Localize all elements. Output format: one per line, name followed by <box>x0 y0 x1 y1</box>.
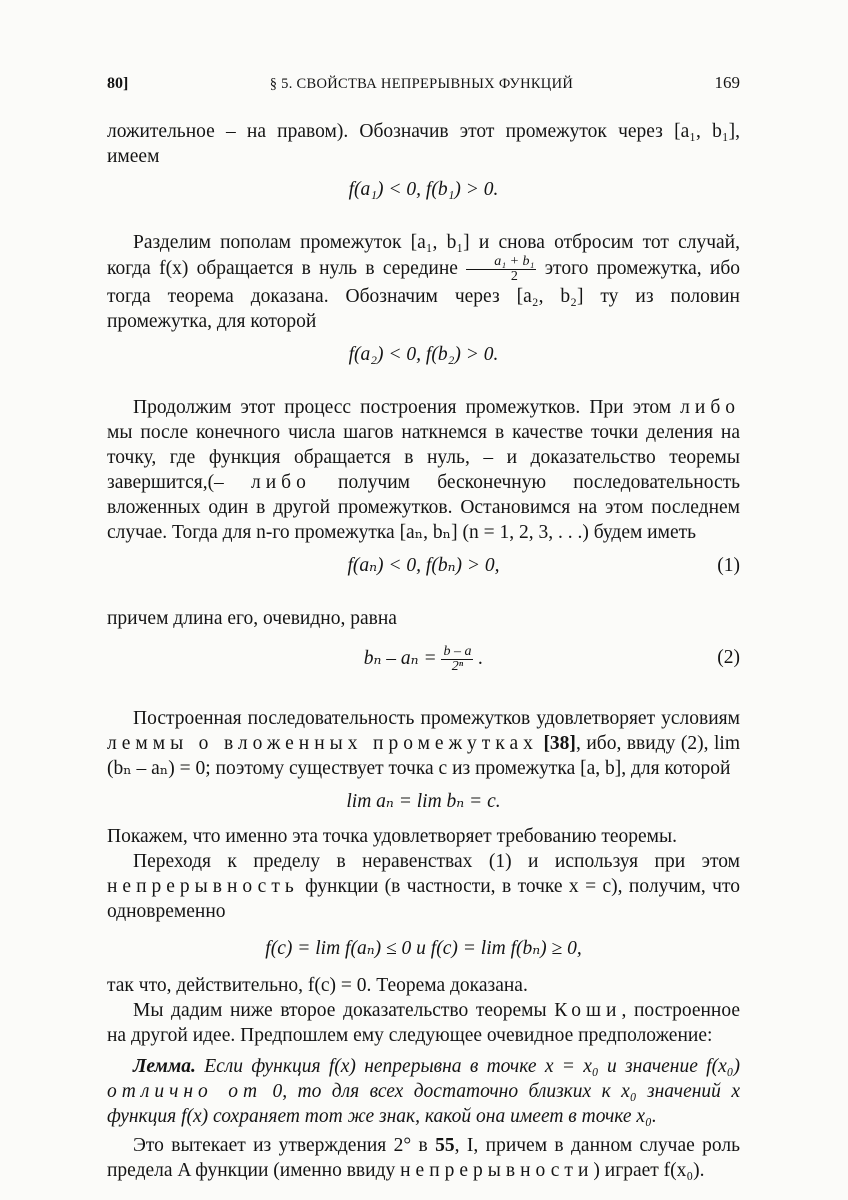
p9-spaced: Коши <box>554 1000 622 1021</box>
header-title: § 5. СВОЙСТВА НЕПРЕРЫВНЫХ ФУНКЦИЙ <box>269 76 574 92</box>
formula-3-body: f(aₙ) < 0, f(bₙ) > 0, <box>347 555 500 576</box>
p10-text-c: ) играет f(x₀). <box>593 1160 705 1181</box>
equation-number-1: (1) <box>717 555 740 576</box>
p3-spaced-2: либо <box>251 472 311 493</box>
p7-text-a: Переходя к пределу в неравенствах (1) и используя при этом <box>133 851 740 872</box>
page <box>107 70 740 1183</box>
formula-6: f(c) = lim f(aₙ) ≤ 0 и f(c) = lim f(bₙ) ≥ 0, <box>265 938 582 959</box>
fraction-numerator: a₁ + b₁ <box>466 255 536 270</box>
paragraph-5 <box>107 706 740 781</box>
paragraph-4: причем длина его, очевидно, равна <box>107 608 397 629</box>
length-fraction <box>441 645 473 674</box>
p10-reference: 55 <box>435 1135 455 1156</box>
p5-reference: [38] <box>543 733 576 754</box>
p5-text-b: , ибо, ввиду (2), lim (bₙ – aₙ) = 0; поэтому существует точка c из промежутка [a, b], для которой <box>107 733 741 779</box>
paragraph-7 <box>107 849 740 924</box>
p7-text-b: функции (в частности, в точке x = c), получим, что одновременно <box>107 876 740 922</box>
lemma-text-a: Если функция f(x) непрерывна в точке x = x₀ и значение f(x₀) <box>204 1056 740 1077</box>
p9-text-b: , построенное на другой идее. Предпошлем ему следующее очевидное предположение: <box>107 1000 740 1046</box>
paragraph-1: ложительное – на правом). Обозначив этот промежуток через [a₁, b₁], имеем <box>107 121 740 167</box>
p9-text-a: Мы дадим ниже второе доказательство теоремы <box>133 1000 547 1021</box>
paragraph-2 <box>107 230 740 334</box>
formula-2: f(a₂) < 0, f(b₂) > 0. <box>348 344 499 365</box>
fraction-denominator: 2 <box>510 269 518 284</box>
p7-spaced: непрерывность <box>107 876 299 897</box>
length-numerator: b – a <box>443 644 472 659</box>
midpoint-fraction <box>466 255 536 284</box>
p5-spaced: леммы о вложенных промежутках <box>107 733 538 754</box>
p5-text-a: Построенная последовательность промежутков удовлетворяет условиям <box>133 708 740 729</box>
section-number: 80] <box>107 75 129 92</box>
paragraph-3 <box>107 395 740 545</box>
paragraph-10 <box>107 1133 740 1183</box>
running-header <box>107 70 740 97</box>
p10-text-b: , I, причем в данном случае роль предела A функции (именно ввиду <box>107 1135 741 1181</box>
p3-text-c: получим бесконечную последовательность вложенных один в другой промежутков. Остановимся на этом последнем случае. Тогда для n-го промежутка [aₙ, bₙ] (n = 1, 2, 3, . . .) будем иметь <box>107 472 741 543</box>
equation-number-2: (2) <box>717 647 740 668</box>
formula-1: f(a₁) < 0, f(b₁) > 0. <box>348 179 499 200</box>
lemma-spaced: отлично от <box>107 1081 263 1102</box>
lemma-paragraph <box>107 1054 740 1129</box>
lemma-heading: Лемма. <box>133 1056 196 1077</box>
p3-spaced-1: либо <box>680 397 740 418</box>
p3-text-a: Продолжим этот процесс построения промежутков. При этом <box>133 397 672 418</box>
formula-4-left: bₙ – aₙ = <box>363 647 437 669</box>
p2-text-b: этого промежутка, ибо тогда теорема доказана. Обозначим через [a₂, b₂] ту из половин промежутка, для которой <box>107 257 740 332</box>
formula-3 <box>107 553 740 578</box>
p10-text-a: Это вытекает из утверждения 2° в <box>133 1135 428 1156</box>
lemma-text-b: 0, то для всех достаточно близких к x₀ значений x функция f(x) сохраняет тот же знак, какой она имеет в точке x₀. <box>107 1081 740 1127</box>
length-denominator: 2ⁿ <box>451 659 464 674</box>
formula-4 <box>107 645 740 674</box>
p10-spaced: непрерывности <box>400 1160 594 1181</box>
formula-4-right: . <box>478 647 484 669</box>
paragraph-9 <box>107 998 740 1048</box>
p2-text-a: Разделим пополам промежуток [a₁, b₁] и снова отбросим тот случай, когда f(x) обращается в нуль в середине <box>107 232 740 279</box>
paragraph-6: Покажем, что именно эта точка удовлетворяет требованию теоремы. <box>107 826 677 847</box>
paragraph-8: так что, действительно, f(c) = 0. Теорема доказана. <box>107 975 528 996</box>
formula-5: lim aₙ = lim bₙ = c. <box>346 791 501 812</box>
page-number: 169 <box>714 73 740 92</box>
p3-text-b: мы после конечного числа шагов наткнемся в качестве точки деления на точку, где функция обращается в нуль, – и доказательство теоремы завершится,(– <box>107 422 740 493</box>
